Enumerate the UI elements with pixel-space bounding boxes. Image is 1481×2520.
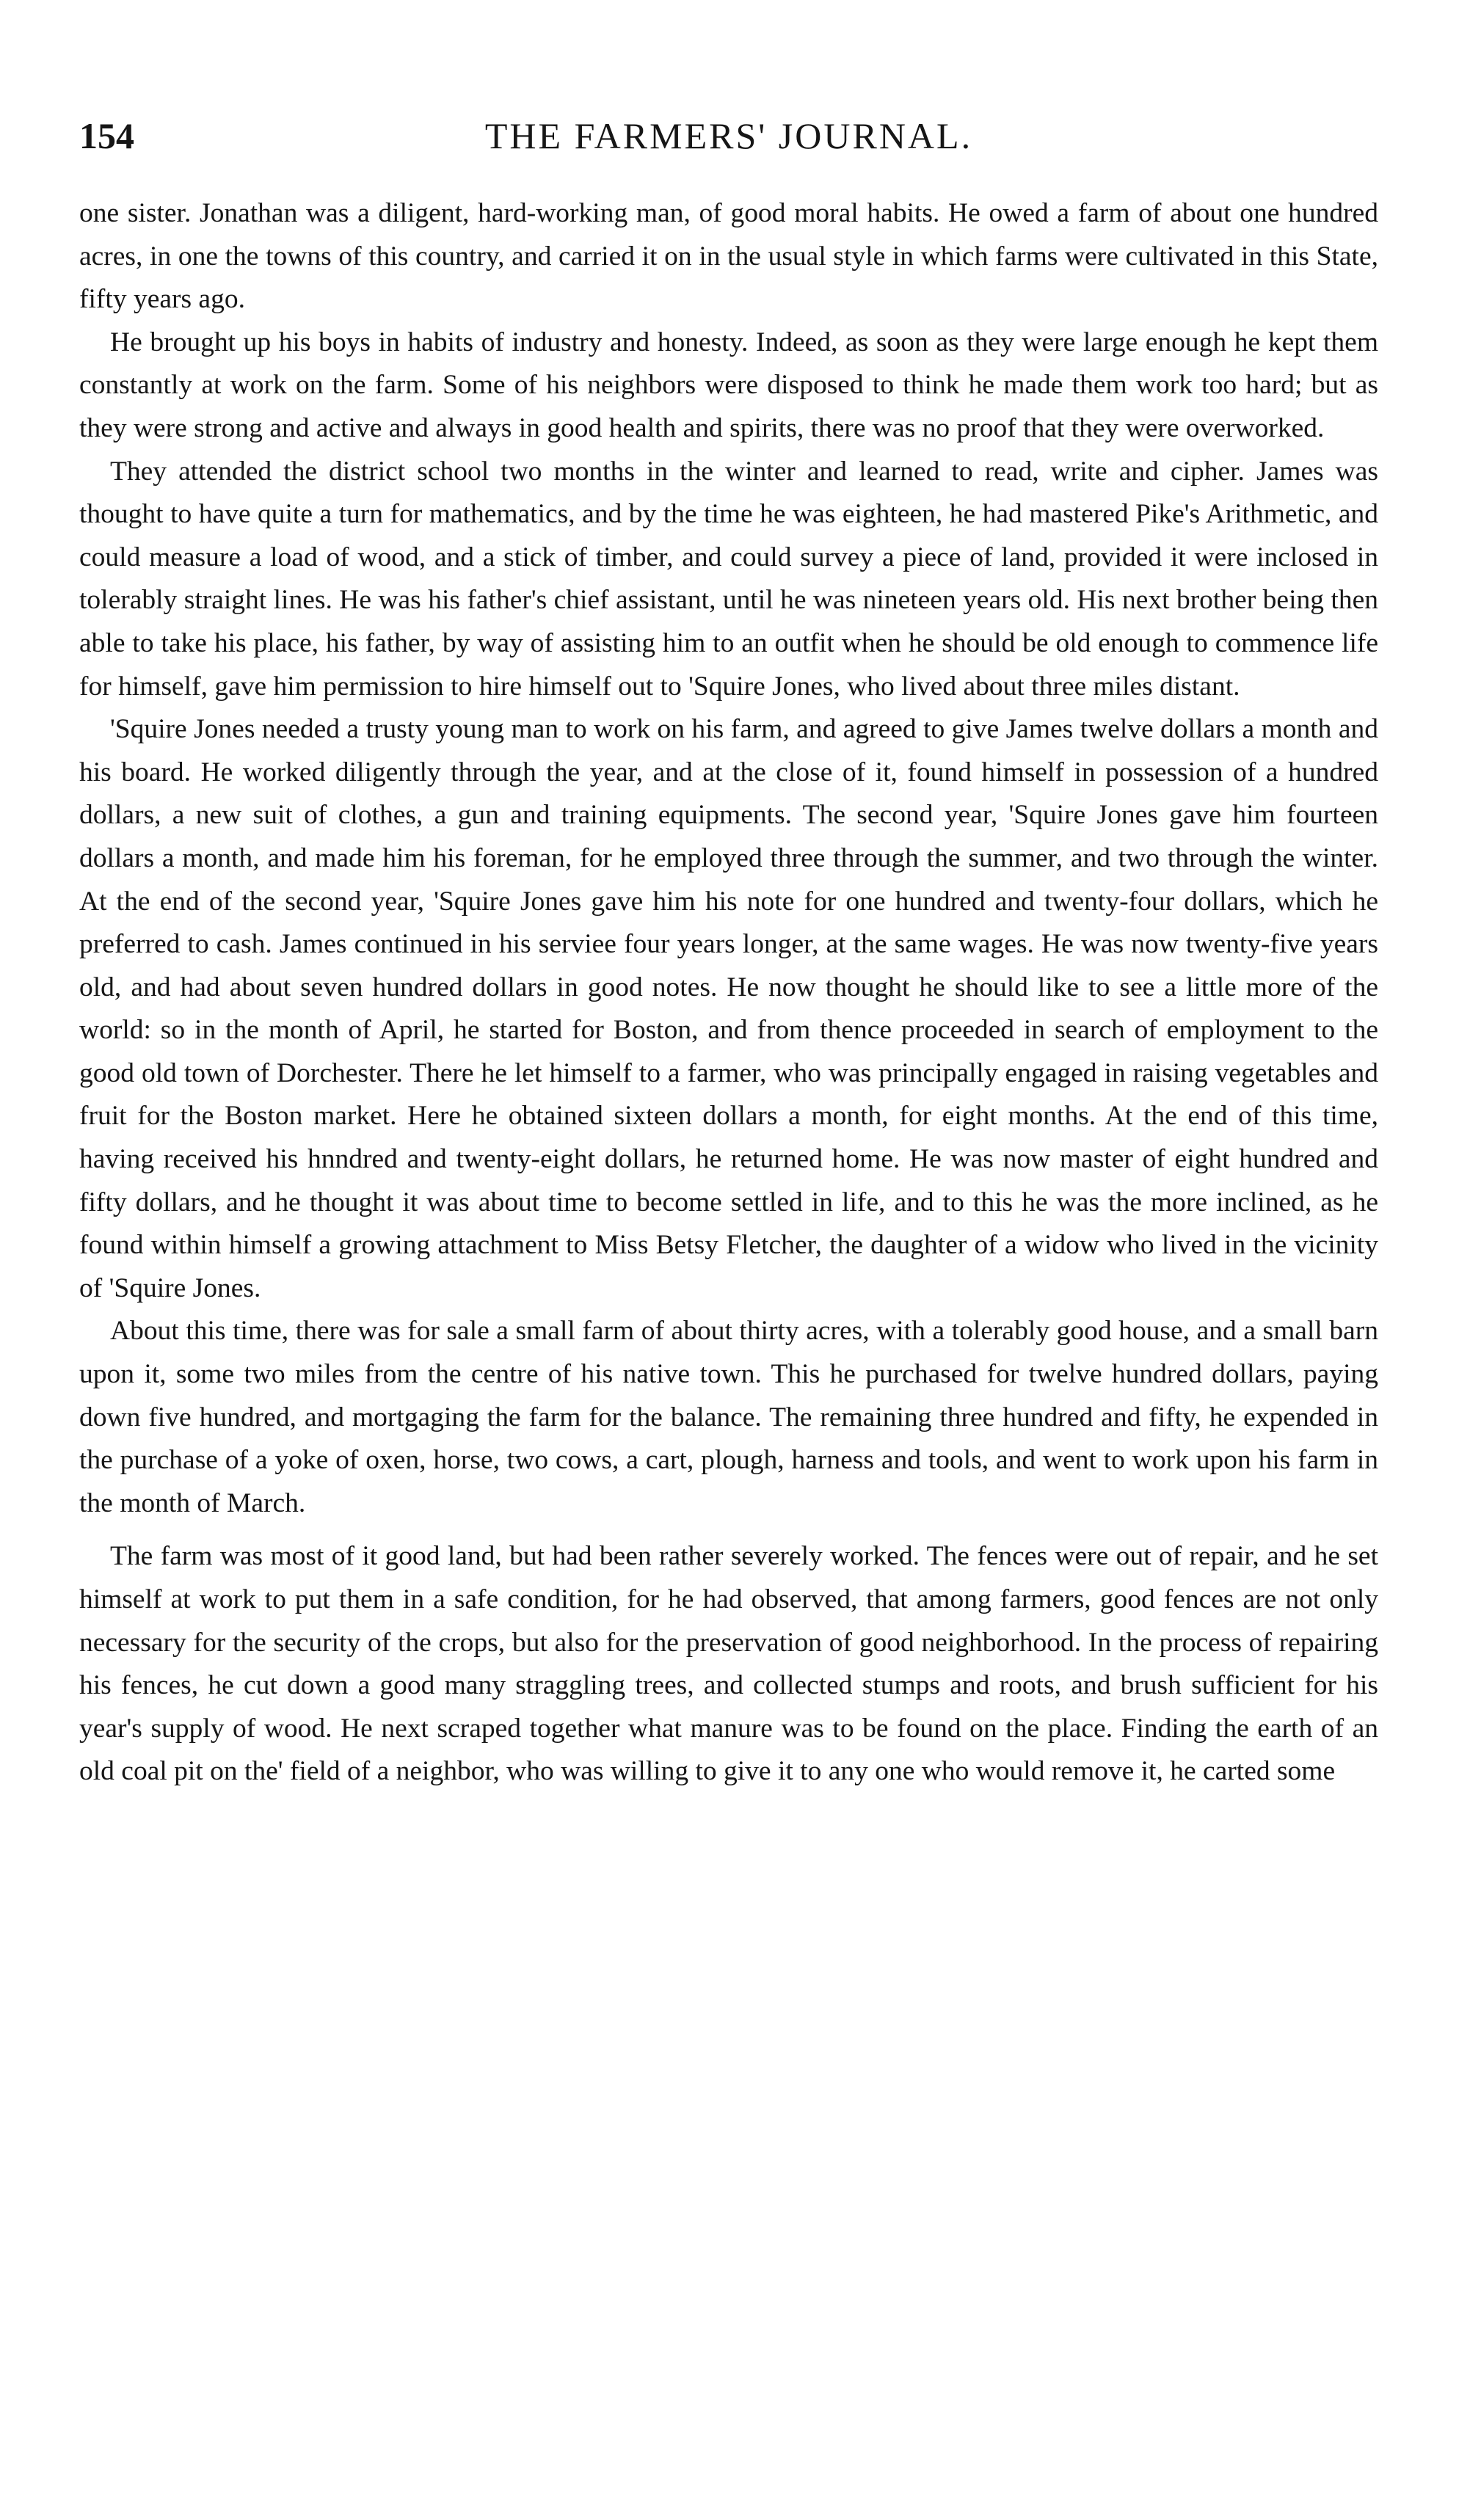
running-head: THE FARMERS' JOURNAL. [484,115,973,156]
page-header [79,110,1378,161]
paragraph-3: They attended the district school two months in the winter and learned to read, write and cipher. James was thought to have quite a turn for mathematics, and by the time he was eighteen, he had mastered Pike's Arithmetic, and could measure a load of wood, and a stick of timber, and could survey a piece of land, provided it were inclosed in tolerably straight lines. He was his father's chief assistant, until he was nineteen years old. His next brother being then able to take his place, his father, by way of assisting him to an outfit when he should be old enough to commence life for himself, gave him permission to hire himself out to 'Squire Jones, who lived about three miles distant. [79,456,1378,702]
paragraph-2: He brought up his boys in habits of industry and honesty. Indeed, as soon as they were large enough he kept them constantly at work on the farm. Some of his neighbors were disposed to think he made them work too hard; but as they were strong and active and always in good health and spirits, there was no proof that they were overworked. [79,327,1378,443]
article-body [79,192,1378,1794]
paragraph-5: About this time, there was for sale a small farm of about thirty acres, with a tolerably good house, and a small barn upon it, some two miles from the centre of his native town. This he purchased for twelve hundred dollars, paying down five hundred, and mortgaging the farm for the balance. The remaining three hundred and fifty, he expended in the purchase of a yoke of oxen, horse, two cows, a cart, plough, harness and tools, and went to work upon his farm in the month of March. [79,1316,1378,1518]
paragraph-1: one sister. Jonathan was a diligent, hard-working man, of good moral habits. He owed a farm of about one hundred acres, in one the towns of this country, and carried it on in the usual style in which farms were cultivated in this State, fifty years ago. [79,198,1378,315]
paragraph-4: 'Squire Jones needed a trusty young man to work on his farm, and agreed to give James twelve dollars a month and his board. He worked diligently through the year, and at the close of it, found himself in possession of a hundred dollars, a new suit of clothes, a gun and training equipments. The second year, 'Squire Jones gave him fourteen dollars a month, and made him his foreman, for he employed three through the summer, and two through the winter. At the end of the second year, 'Squire Jones gave him his note for one hundred and twenty-four dollars, which he preferred to cash. James continued in his serviee four years longer, at the same wages. He was now twenty-five years old, and had about seven hundred dollars in good notes. He now thought he should like to see a little more of the world: so in the month of April, he started for Boston, and from thence proceeded in search of employment to the good old town of Dorchester. There he let himself to a farmer, who was principally engaged in raising vegetables and fruit for the Boston market. Here he obtained sixteen dollars a month, for eight months. At the end of this time, having received his hnndred and twenty-eight dollars, he returned home. He was now master of eight hundred and fifty dollars, and he thought it was about time to become settled in life, and to this he was the more inclined, as he found within himself a growing attachment to Miss Betsy Fletcher, the daughter of a widow who lived in the vicinity of 'Squire Jones. [79,714,1378,1303]
page-number: 154 [79,115,134,156]
paragraph-6: The farm was most of it good land, but had been rather severely worked. The fences were out of repair, and he set himself at work to put them in a safe condition, for he had observed, that among farmers, good fences are not only necessary for the security of the crops, but also for the preservation of good neighborhood. In the process of repairing his fences, he cut down a good many straggling trees, and collected stumps and roots, and brush sufficient for his year's supply of wood. He next scraped together what manure was to be found on the place. Finding the earth of an old coal pit on the' field of a neighbor, who was willing to give it to any one who would remove it, he carted some [79,1541,1378,1787]
